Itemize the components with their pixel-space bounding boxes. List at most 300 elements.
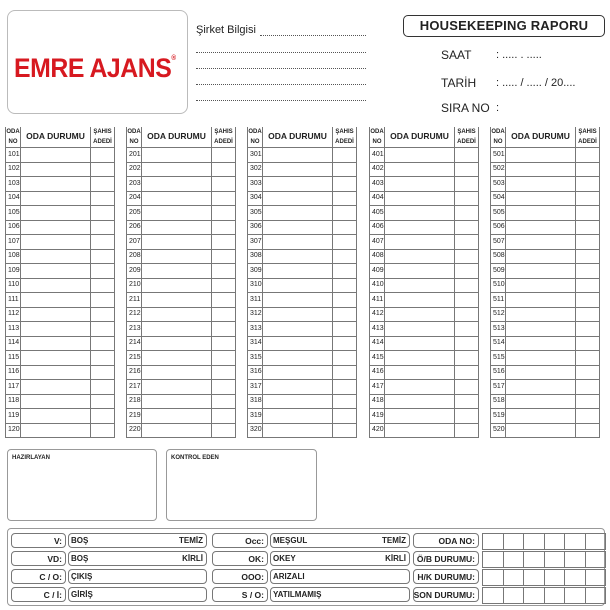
table-row [369,322,479,337]
table-row [247,235,357,250]
room-status-cell[interactable] [506,264,576,279]
room-status-cell[interactable] [506,380,576,395]
sahis-adedi-header: ŞAHIS ADEDİ [93,129,112,145]
room-number: 320 [247,424,263,439]
room-status-cell[interactable] [263,264,333,279]
status-grid-cell[interactable] [523,569,545,586]
table-row [369,380,479,395]
guest-count-cell[interactable] [91,409,115,424]
guest-count-cell[interactable] [333,163,357,178]
guest-count-cell[interactable] [212,221,236,236]
room-status-cell[interactable] [21,308,91,323]
table-row [5,279,115,294]
table-row [126,366,236,381]
guest-count-cell[interactable] [91,293,115,308]
room-status-cell[interactable] [142,221,212,236]
status-grid-cell[interactable] [544,587,566,604]
room-status-cell[interactable] [21,395,91,410]
guest-count-cell[interactable] [576,177,600,192]
guest-count-cell[interactable] [333,206,357,221]
room-status-cell[interactable] [142,366,212,381]
room-status-cell[interactable] [385,148,455,163]
guest-count-cell[interactable] [91,308,115,323]
room-status-cell[interactable] [385,366,455,381]
guest-count-cell[interactable] [455,163,479,178]
status-grid-cell[interactable] [585,551,607,568]
status-grid-cell[interactable] [482,569,504,586]
table-row [247,322,357,337]
room-status-cell[interactable] [21,148,91,163]
room-status-cell[interactable] [506,409,576,424]
room-status-cell[interactable] [21,250,91,265]
table-row [5,148,115,163]
room-status-cell[interactable] [385,322,455,337]
room-number: 403 [369,177,385,192]
room-status-cell[interactable] [263,409,333,424]
room-status-cell[interactable] [21,351,91,366]
room-number: 109 [5,264,21,279]
guest-count-cell[interactable] [91,351,115,366]
guest-count-cell[interactable] [333,409,357,424]
guest-count-cell[interactable] [576,395,600,410]
table-row [126,163,236,178]
room-status-cell[interactable] [385,424,455,439]
room-status-cell[interactable] [385,395,455,410]
status-grid-cell[interactable] [544,533,566,550]
guest-count-cell[interactable] [333,250,357,265]
room-number: 204 [126,192,142,207]
room-status-cell[interactable] [506,250,576,265]
room-status-cell[interactable] [506,221,576,236]
room-status-cell[interactable] [142,424,212,439]
room-status-cell[interactable] [21,163,91,178]
room-status-cell[interactable] [142,177,212,192]
status-grid-cell[interactable] [523,533,545,550]
oda-durumu-header: ODA DURUMU [390,131,449,141]
guest-count-cell[interactable] [455,380,479,395]
room-status-cell[interactable] [142,395,212,410]
oda-durumu-header-cell [21,127,91,148]
room-status-cell[interactable] [506,293,576,308]
room-number: 509 [490,264,506,279]
room-status-cell[interactable] [142,250,212,265]
guest-count-cell[interactable] [455,148,479,163]
guest-count-cell[interactable] [455,322,479,337]
room-status-cell[interactable] [263,177,333,192]
status-grid-cell[interactable] [482,551,504,568]
guest-count-cell[interactable] [91,250,115,265]
room-status-cell[interactable] [506,163,576,178]
table-row [369,177,479,192]
oda-no-header-cell [247,127,263,148]
guest-count-cell[interactable] [333,380,357,395]
status-grid-cell[interactable] [523,551,545,568]
room-status-cell[interactable] [506,177,576,192]
room-status-cell[interactable] [142,163,212,178]
kontrol-eden-label: KONTROL EDEN [171,455,219,461]
sahis-adedi-header-cell [576,127,600,148]
guest-count-cell[interactable] [576,250,600,265]
room-number: 416 [369,366,385,381]
room-number: 205 [126,206,142,221]
room-status-cell[interactable] [21,192,91,207]
guest-count-cell[interactable] [212,366,236,381]
room-status-cell[interactable] [142,351,212,366]
room-status-cell[interactable] [506,351,576,366]
room-number: 519 [490,409,506,424]
room-status-cell[interactable] [263,250,333,265]
table-row [490,177,600,192]
guest-count-cell[interactable] [455,337,479,352]
guest-count-cell[interactable] [91,279,115,294]
guest-count-cell[interactable] [455,235,479,250]
legend-code: Occ: [245,536,264,546]
guest-count-cell[interactable] [212,177,236,192]
guest-count-cell[interactable] [455,177,479,192]
room-status-cell[interactable] [142,264,212,279]
room-status-cell[interactable] [142,409,212,424]
guest-count-cell[interactable] [91,366,115,381]
guest-count-cell[interactable] [576,351,600,366]
guest-count-cell[interactable] [576,366,600,381]
guest-count-cell[interactable] [212,192,236,207]
room-status-cell[interactable] [263,221,333,236]
guest-count-cell[interactable] [212,395,236,410]
status-grid-cell[interactable] [503,533,525,550]
status-grid-cell[interactable] [523,587,545,604]
guest-count-cell[interactable] [212,293,236,308]
guest-count-cell[interactable] [576,235,600,250]
guest-count-cell[interactable] [212,235,236,250]
room-number: 516 [490,366,506,381]
room-status-cell[interactable] [21,221,91,236]
status-grid-cell[interactable] [482,533,504,550]
kontrol-eden-box[interactable] [166,449,317,521]
guest-count-cell[interactable] [333,177,357,192]
room-number: 115 [5,351,21,366]
status-grid-cell[interactable] [564,551,586,568]
guest-count-cell[interactable] [576,380,600,395]
guest-count-cell[interactable] [455,424,479,439]
table-row [5,221,115,236]
room-status-cell[interactable] [263,148,333,163]
room-status-cell[interactable] [506,395,576,410]
guest-count-cell[interactable] [212,424,236,439]
room-status-cell[interactable] [385,337,455,352]
guest-count-cell[interactable] [576,163,600,178]
status-grid-cell[interactable] [564,587,586,604]
status-grid-cell[interactable] [503,569,525,586]
room-status-cell[interactable] [506,337,576,352]
table-row [247,264,357,279]
room-number: 206 [126,221,142,236]
room-status-cell[interactable] [263,192,333,207]
room-status-cell[interactable] [385,206,455,221]
guest-count-cell[interactable] [333,235,357,250]
room-number: 308 [247,250,263,265]
guest-count-cell[interactable] [455,395,479,410]
room-status-cell[interactable] [506,148,576,163]
table-row [126,380,236,395]
guest-count-cell[interactable] [212,148,236,163]
guest-count-cell[interactable] [576,221,600,236]
guest-count-cell[interactable] [333,192,357,207]
room-status-cell[interactable] [142,192,212,207]
guest-count-cell[interactable] [212,163,236,178]
guest-count-cell[interactable] [333,308,357,323]
room-number: 219 [126,409,142,424]
room-status-cell[interactable] [142,293,212,308]
room-status-cell[interactable] [263,293,333,308]
room-status-cell[interactable] [21,279,91,294]
room-status-cell[interactable] [263,337,333,352]
guest-count-cell[interactable] [455,351,479,366]
guest-count-cell[interactable] [455,206,479,221]
guest-count-cell[interactable] [91,395,115,410]
guest-count-cell[interactable] [455,221,479,236]
room-status-cell[interactable] [385,250,455,265]
room-number: 301 [247,148,263,163]
guest-count-cell[interactable] [212,308,236,323]
legend-code: C / İ: [43,590,62,600]
room-status-cell[interactable] [385,293,455,308]
guest-count-cell[interactable] [212,250,236,265]
room-number: 106 [5,221,21,236]
room-status-cell[interactable] [142,279,212,294]
guest-count-cell[interactable] [455,366,479,381]
room-number: 102 [5,163,21,178]
status-grid-cell[interactable] [482,587,504,604]
room-status-cell[interactable] [142,206,212,221]
room-status-cell[interactable] [385,177,455,192]
guest-count-cell[interactable] [333,337,357,352]
guest-count-cell[interactable] [576,322,600,337]
room-status-cell[interactable] [21,206,91,221]
guest-count-cell[interactable] [333,264,357,279]
guest-count-cell[interactable] [91,192,115,207]
room-status-cell[interactable] [21,293,91,308]
room-status-cell[interactable] [142,337,212,352]
room-status-cell[interactable] [385,235,455,250]
oda-no-header: ODA NO [127,129,141,145]
room-status-cell[interactable] [506,308,576,323]
guest-count-cell[interactable] [91,221,115,236]
guest-count-cell[interactable] [212,351,236,366]
room-status-cell[interactable] [263,163,333,178]
room-status-cell[interactable] [142,308,212,323]
table-row [490,163,600,178]
guest-count-cell[interactable] [576,424,600,439]
status-grid-cell[interactable] [544,569,566,586]
table-row [247,424,357,439]
room-status-cell[interactable] [506,192,576,207]
room-status-cell[interactable] [21,264,91,279]
room-number: 311 [247,293,263,308]
table-row [126,192,236,207]
room-number: 417 [369,380,385,395]
guest-count-cell[interactable] [576,279,600,294]
guest-count-cell[interactable] [576,409,600,424]
guest-count-cell[interactable] [455,279,479,294]
room-status-cell[interactable] [385,351,455,366]
room-status-cell[interactable] [506,424,576,439]
room-number: 513 [490,322,506,337]
room-status-cell[interactable] [263,206,333,221]
guest-count-cell[interactable] [576,206,600,221]
room-status-cell[interactable] [21,235,91,250]
room-number: 402 [369,163,385,178]
room-status-cell[interactable] [506,366,576,381]
guest-count-cell[interactable] [91,337,115,352]
status-grid-cell[interactable] [564,533,586,550]
guest-count-cell[interactable] [455,264,479,279]
guest-count-cell[interactable] [212,409,236,424]
table-row [126,293,236,308]
guest-count-cell[interactable] [91,163,115,178]
status-grid-cell[interactable] [503,587,525,604]
room-status-cell[interactable] [385,409,455,424]
guest-count-cell[interactable] [91,424,115,439]
status-grid-cell[interactable] [544,551,566,568]
table-row [126,206,236,221]
room-status-cell[interactable] [385,380,455,395]
oda-durumu-header-cell [263,127,333,148]
room-status-cell[interactable] [21,177,91,192]
room-status-cell[interactable] [263,366,333,381]
guest-count-cell[interactable] [576,192,600,207]
room-status-cell[interactable] [506,206,576,221]
oda-durumu-header: ODA DURUMU [268,131,327,141]
room-number: 216 [126,366,142,381]
room-status-cell[interactable] [263,279,333,294]
room-number: 117 [5,380,21,395]
guest-count-cell[interactable] [212,337,236,352]
status-grid-cell[interactable] [585,587,607,604]
guest-count-cell[interactable] [333,293,357,308]
guest-count-cell[interactable] [455,192,479,207]
guest-count-cell[interactable] [576,337,600,352]
guest-count-cell[interactable] [91,380,115,395]
guest-count-cell[interactable] [576,264,600,279]
guest-count-cell[interactable] [333,221,357,236]
room-number: 302 [247,163,263,178]
guest-count-cell[interactable] [455,308,479,323]
guest-count-cell[interactable] [91,235,115,250]
table-row [126,235,236,250]
room-number: 116 [5,366,21,381]
room-status-cell[interactable] [385,163,455,178]
legend-description: ARIZALI [273,572,305,581]
room-status-cell[interactable] [385,192,455,207]
guest-count-cell[interactable] [212,206,236,221]
guest-count-cell[interactable] [212,279,236,294]
hazirlayan-box[interactable] [7,449,157,521]
room-status-cell[interactable] [506,322,576,337]
guest-count-cell[interactable] [333,366,357,381]
table-row [369,424,479,439]
room-status-cell[interactable] [263,322,333,337]
room-status-cell[interactable] [21,337,91,352]
room-status-cell[interactable] [142,148,212,163]
room-number: 319 [247,409,263,424]
room-status-cell[interactable] [263,351,333,366]
room-status-cell[interactable] [263,380,333,395]
room-number: 105 [5,206,21,221]
room-status-cell[interactable] [263,395,333,410]
guest-count-cell[interactable] [212,322,236,337]
guest-count-cell[interactable] [455,409,479,424]
hazirlayan-label: HAZIRLAYAN [12,455,50,461]
guest-count-cell[interactable] [333,279,357,294]
room-status-cell[interactable] [385,264,455,279]
room-status-cell[interactable] [21,380,91,395]
room-status-cell[interactable] [142,380,212,395]
guest-count-cell[interactable] [576,148,600,163]
table-row [126,409,236,424]
room-status-cell[interactable] [263,424,333,439]
guest-count-cell[interactable] [333,322,357,337]
guest-count-cell[interactable] [212,264,236,279]
guest-count-cell[interactable] [91,206,115,221]
room-status-cell[interactable] [21,322,91,337]
room-status-cell[interactable] [506,235,576,250]
guest-count-cell[interactable] [91,148,115,163]
status-grid-cell[interactable] [585,533,607,550]
guest-count-cell[interactable] [212,380,236,395]
status-grid-cell[interactable] [564,569,586,586]
room-number: 420 [369,424,385,439]
room-status-cell[interactable] [506,279,576,294]
guest-count-cell[interactable] [91,322,115,337]
legend-right-label: TEMİZ [179,536,203,545]
room-status-cell[interactable] [385,279,455,294]
room-status-cell[interactable] [142,322,212,337]
status-grid-cell[interactable] [503,551,525,568]
guest-count-cell[interactable] [576,308,600,323]
sahis-adedi-header: ŞAHIS ADEDİ [214,129,233,145]
sira-no-value: : [496,102,500,114]
status-label: SON DURUMU: [413,590,475,600]
status-grid-cell[interactable] [585,569,607,586]
room-status-cell[interactable] [385,221,455,236]
guest-count-cell[interactable] [333,424,357,439]
room-status-cell[interactable] [263,235,333,250]
guest-count-cell[interactable] [91,177,115,192]
guest-count-cell[interactable] [91,264,115,279]
guest-count-cell[interactable] [333,395,357,410]
room-number: 503 [490,177,506,192]
guest-count-cell[interactable] [576,293,600,308]
room-status-cell[interactable] [385,308,455,323]
table-row [369,163,479,178]
room-number: 220 [126,424,142,439]
oda-no-header: ODA NO [491,129,505,145]
guest-count-cell[interactable] [333,148,357,163]
room-status-cell[interactable] [263,308,333,323]
sira-no-label: SIRA NO [441,101,490,115]
room-status-cell[interactable] [21,424,91,439]
room-number: 218 [126,395,142,410]
room-status-cell[interactable] [21,409,91,424]
guest-count-cell[interactable] [333,351,357,366]
guest-count-cell[interactable] [455,250,479,265]
room-status-cell[interactable] [21,366,91,381]
guest-count-cell[interactable] [455,293,479,308]
table-row [490,235,600,250]
table-row [247,380,357,395]
table-row [126,337,236,352]
room-status-cell[interactable] [142,235,212,250]
